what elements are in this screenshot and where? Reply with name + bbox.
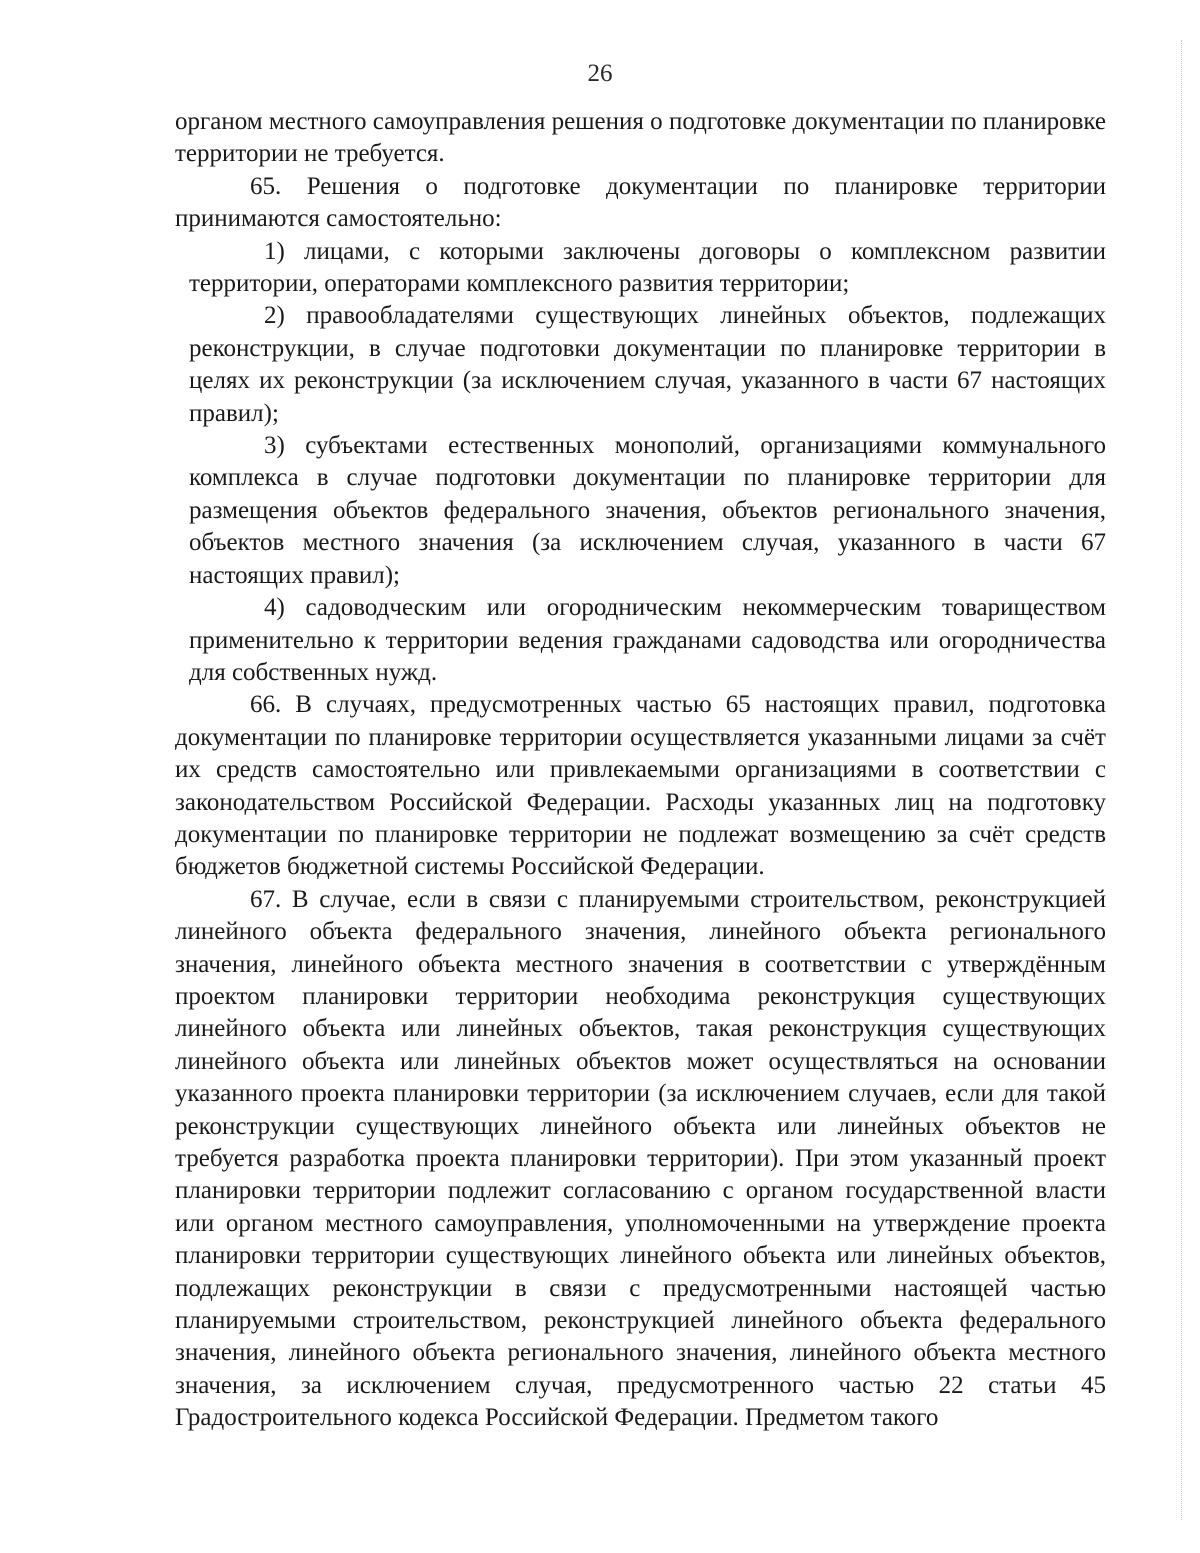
paragraph-67: 67. В случае, если в связи с планируемыми строительством, реконструкцией линейного объекта федерального значения, линейного объекта регионального значения, линейного объекта местного значения в соответствии с утверждённым проектом планировки территории необходима реконструкция существующих линейного объекта или линейных объектов, такая реконструкция существующих линейного объекта или линейных объектов может осуществляться на основании указанного проекта планировки территории (за исключением случаев, если для такой реконструкции существующих линейного объекта или линейных объектов не требуется разработка проекта планировки территории). При этом указанный проект планировки территории подлежит согласованию с органом государственной власти или органом местного самоуправления, уполномоченными на утверждение проекта планировки территории существующих линейного объекта или линейных объектов, подлежащих реконструкции в связи с предусмотренными настоящей частью планируемыми строительством, реконструкцией линейного объекта федерального значения, линейного объекта регионального значения, линейного объекта местного значения, за исключением случая, предусмотренного частью 22 статьи 45 Градостроительного кодекса Российской Федерации. Предметом такого: [175, 885, 1106, 1432]
page-number: 26: [587, 60, 613, 87]
paragraph-66: 66. В случаях, предусмотренных частью 65 настоящих правил, подготовка документации по планировке территории осуществляется указанными лицами за счёт их средств самостоятельно или привлекаемыми организациями в соответствии с законодательством Российской Федерации. Расходы указанных лиц на подготовку документации по планировке территории не подлежат возмещению за счёт средств бюджетов бюджетной системы Российской Федерации.: [175, 691, 1106, 881]
paragraph-continuation: органом местного самоуправления решения о подготовке документации по планировке территории не требуется.: [175, 108, 1106, 168]
list-item-3: 3) субъектами естественных монополий, организациями коммунального комплекса в случае подготовки документации по планировке территории для размещения объектов федерального значения, объектов регионального значения, объектов местного значения (за исключением случая, указанного в части 67 настоящих правил);: [189, 432, 1106, 589]
paragraph-65-intro: 65. Решения о подготовке документации по планировке территории принимаются самостоятельно:: [175, 172, 1106, 233]
list-item-2: 2) правообладателями существующих линейных объектов, подлежащих реконструкции, в случае подготовки документации по планировке территории в целях их реконструкции (за исключением случая, указанного в части 67 настоящих правил);: [189, 302, 1106, 427]
list-item-4: 4) садоводческим или огородническим некоммерческим товариществом применительно к территории ведения гражданами садоводства или огородничества для собственных нужд.: [189, 594, 1106, 686]
document-body: [175, 106, 1106, 1435]
list-item-1: 1) лицами, с которыми заключены договоры о комплексном развитии территории, операторами комплексного развития территории;: [189, 237, 1106, 298]
scan-edge-line: [1181, 40, 1182, 1520]
paragraph-65-list: [189, 236, 1106, 690]
